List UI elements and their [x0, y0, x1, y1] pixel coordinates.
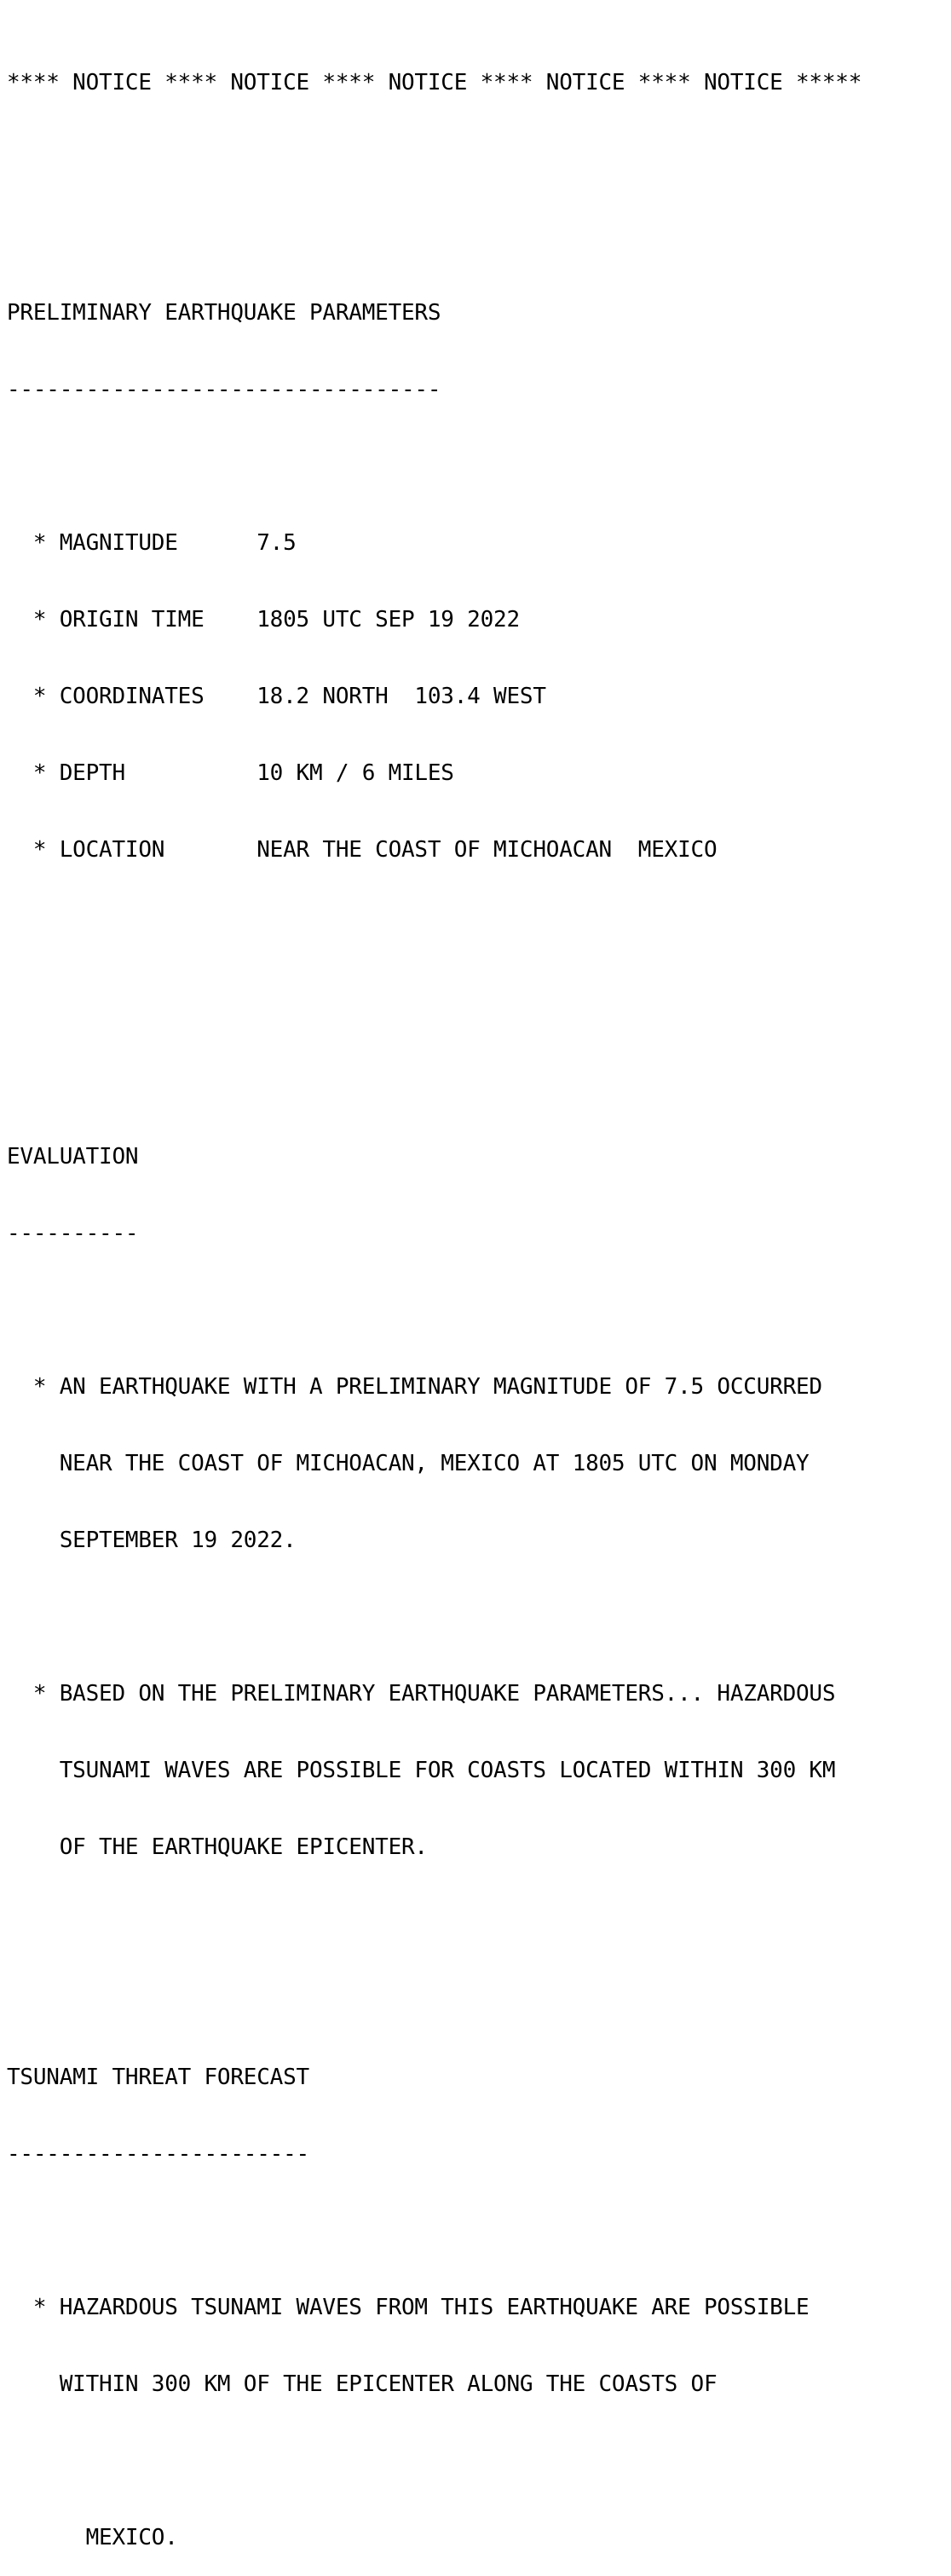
evaluation-bullet-1-line-3: SEPTEMBER 19 2022.	[7, 1528, 297, 1553]
forecast-underline: -----------------------	[7, 2141, 309, 2167]
notice-banner: **** NOTICE **** NOTICE **** NOTICE **** NOTICE **** NOTICE *****	[7, 70, 862, 95]
blank-line	[7, 914, 862, 939]
parameters-underline: ---------------------------------	[7, 377, 441, 402]
evaluation-bullet-2-line-1: * BASED ON THE PRELIMINARY EARTHQUAKE PARAMETERS... HAZARDOUS	[7, 1681, 836, 1707]
evaluation-underline: ----------	[7, 1221, 139, 1246]
blank-line	[7, 1297, 862, 1323]
blank-line	[7, 1988, 862, 2013]
parameters-heading: PRELIMINARY EARTHQUAKE PARAMETERS	[7, 300, 441, 326]
blank-line	[7, 1604, 862, 1630]
parameter-coordinates: * COORDINATES 18.2 NORTH 103.4 WEST	[7, 684, 546, 709]
evaluation-bullet-2-line-2: TSUNAMI WAVES ARE POSSIBLE FOR COASTS LOCATED WITHIN 300 KM	[7, 1758, 836, 1783]
parameter-location: * LOCATION NEAR THE COAST OF MICHOACAN MEXICO	[7, 837, 718, 863]
blank-line	[7, 453, 862, 479]
evaluation-bullet-1-line-2: NEAR THE COAST OF MICHOACAN, MEXICO AT 1805 UTC ON MONDAY	[7, 1451, 810, 1476]
parameter-magnitude: * MAGNITUDE 7.5	[7, 530, 297, 556]
bulletin-text	[7, 19, 862, 2576]
blank-line	[7, 2218, 862, 2244]
evaluation-heading: EVALUATION	[7, 1144, 139, 1170]
blank-line	[7, 223, 862, 249]
blank-line	[7, 1067, 862, 1093]
forecast-bullet-line-1: * HAZARDOUS TSUNAMI WAVES FROM THIS EARTHQUAKE ARE POSSIBLE	[7, 2295, 810, 2320]
evaluation-bullet-1-line-1: * AN EARTHQUAKE WITH A PRELIMINARY MAGNITUDE OF 7.5 OCCURRED	[7, 1374, 822, 1400]
evaluation-bullet-2-line-3: OF THE EARTHQUAKE EPICENTER.	[7, 1834, 428, 1860]
blank-line	[7, 147, 862, 172]
forecast-heading: TSUNAMI THREAT FORECAST	[7, 2065, 309, 2090]
parameter-depth: * DEPTH 10 KM / 6 MILES	[7, 760, 454, 786]
blank-line	[7, 991, 862, 1016]
forecast-country: MEXICO.	[7, 2525, 178, 2550]
blank-line	[7, 2448, 862, 2474]
blank-line	[7, 1911, 862, 1937]
forecast-bullet-line-2: WITHIN 300 KM OF THE EPICENTER ALONG THE COASTS OF	[7, 2371, 718, 2397]
parameter-origin-time: * ORIGIN TIME 1805 UTC SEP 19 2022	[7, 607, 520, 632]
